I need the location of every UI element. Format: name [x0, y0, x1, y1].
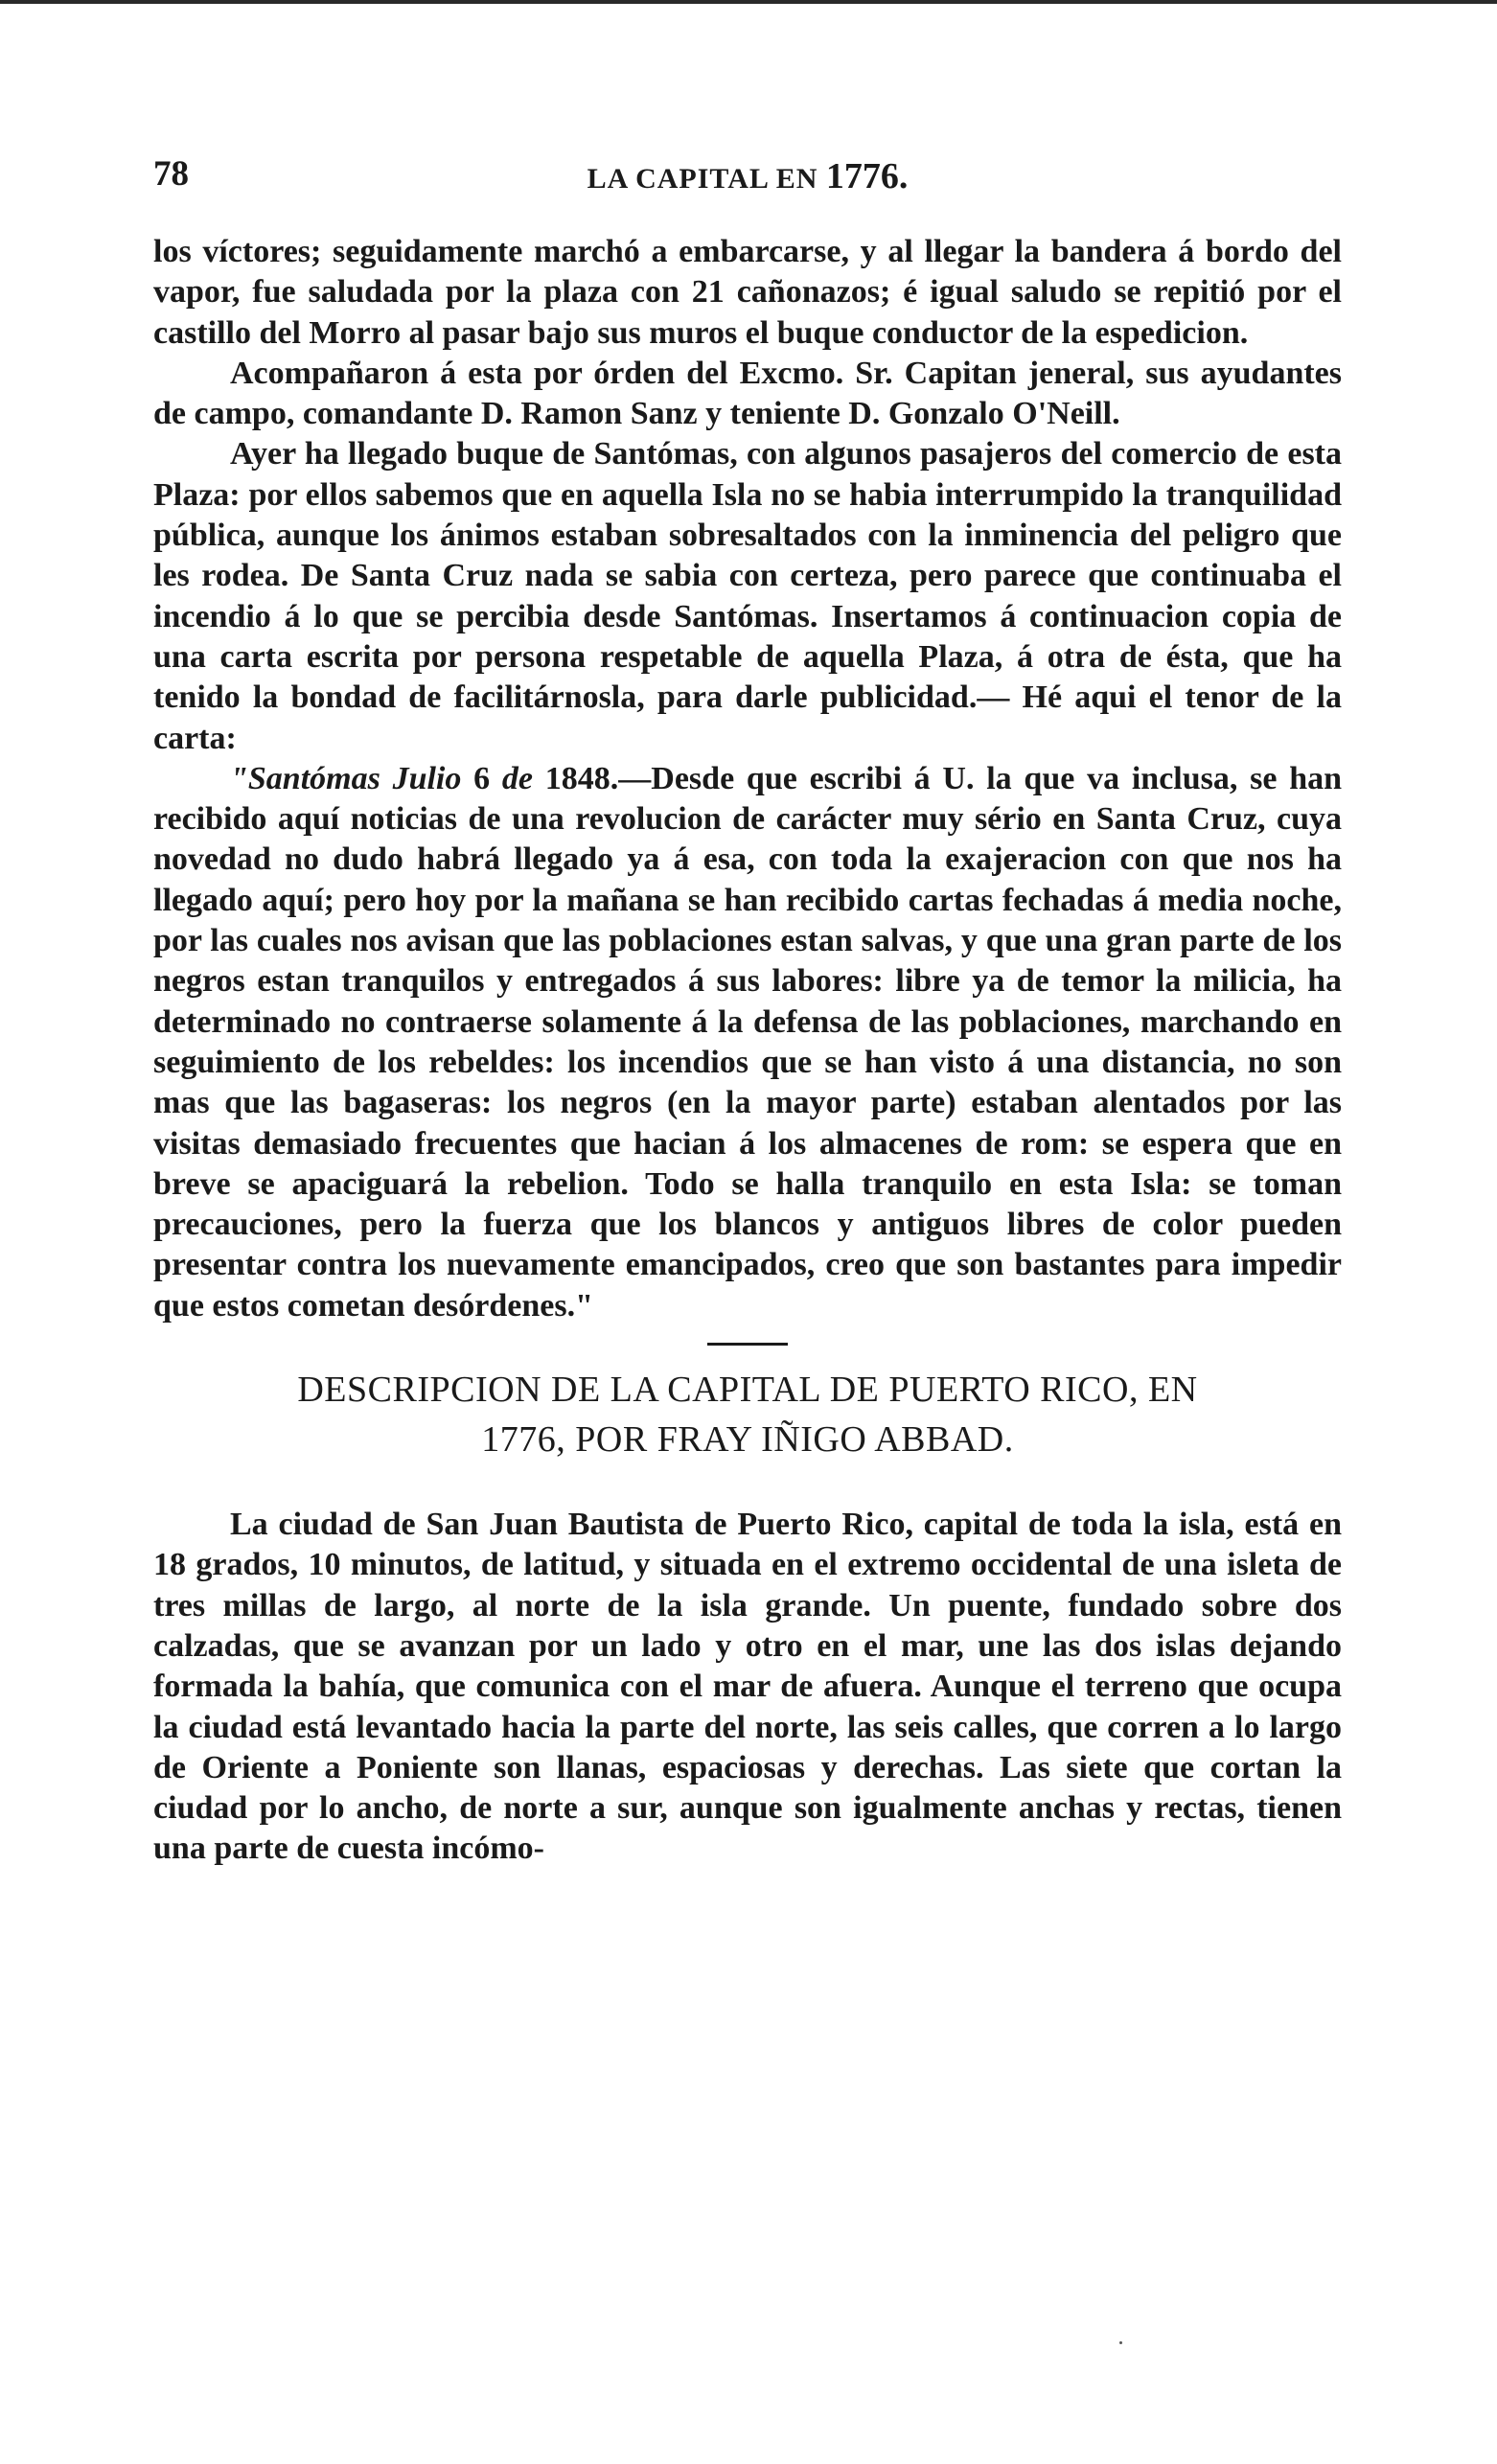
running-head-year: 1776.	[825, 156, 909, 196]
page-header	[153, 153, 1342, 201]
page-body	[153, 232, 1342, 1870]
page-number: 78	[153, 154, 189, 194]
paragraph-1: los víctores; seguidamente marchó a embarcarse, y al llegar la bandera á bordo del vapor, fue saludada por la plaza con 21 cañonazos; é igual saludo se repitió por el castillo del Morro al pasar bajo sus muros el buque conductor de la espedicion.	[153, 234, 1342, 351]
running-head	[153, 155, 1342, 197]
paragraph-4: La ciudad de San Juan Bautista de Puerto Rico, capital de toda la isla, está en 18 grados, 10 minutos, de latitud, y situada en el extremo occidental de una isleta de tres millas de largo, al norte de la isla grande. Un puente, fundado sobre dos calzadas, que se avanzan por un lado y otro en el mar, une las dos islas dejando formada la bahía, que comunica con el mar de afuera. Aunque el terreno que ocupa la ciudad está levantado hacia la parte del norte, las seis calles, que corren a lo largo de Oriente a Poniente son llanas, espaciosas y derechas. Las siete que cortan la ciudad por lo ancho, de norte a sur, aunque son igualmente anchas y rectas, tienen una parte de cuesta incómo-	[153, 1507, 1342, 1867]
letter-body: —Desde que escribi á U. la que va inclusa, se han recibido aquí noticias de una revolucion de carácter muy sério en Santa Cruz, cuya novedad no dudo habrá llegado ya á esa, con toda la exajeracion con que nos ha llegado aquí; pero hoy por la mañana se han recibido cartas fechadas á media noche, por las cuales nos avisan que las poblaciones estan salvas, y que una gran parte de los negros estan tranquilos y entregados á sus labores: libre ya de temor la milicia, ha determinado no contraerse solamente á la defensa de las poblaciones, marchando en seguimiento de los rebeldes: los incendios que se han visto á una distancia, no son mas que las bagaseras: los negros (en la mayor parte) estaban alentados por las visitas demasiado frecuentes que hacian á los almacenes de rom: se espera que en breve se apaciguará la rebelion. Todo se halla tranquilo en esta Isla: se toman precauciones, pero la fuerza que los blancos y antiguos libres de color pueden presentar contra los nuevamente emancipados, creo que son bastantes para impedir que estos cometan desórdenes."	[153, 760, 1343, 1324]
page-speck	[1119, 2341, 1122, 2344]
section-divider	[707, 1343, 788, 1346]
letter-paragraph	[153, 759, 1342, 1326]
letter-place-date: "Santómas Julio	[230, 760, 462, 796]
top-border-rule	[0, 0, 1497, 4]
section-title-line-2: 1776, POR FRAY IÑIGO ABBAD.	[481, 1419, 1014, 1461]
paragraph-3: Ayer ha llegado buque de Santómas, con algunos pasajeros del comercio de esta Plaza: por ellos sabemos que en aquella Isla no se habia interrumpido la tranquilidad pública, aunque los ánimos estaban sobresaltados con la inminencia del peligro que les rodea. De Santa Cruz nada se sabia con certeza, pero parece que continuaba el incendio á lo que se percibia desde Santómas. Insertamos á continuacion copia de una carta escrita por persona respetable de aquella Plaza, á otra de ésta, que ha tenido la bondad de facilitárnosla, para darle publicidad.— Hé aqui el tenor de la carta:	[153, 436, 1342, 756]
section-title-line-1: DESCRIPCION DE LA CAPITAL DE PUERTO RICO, EN	[297, 1370, 1198, 1411]
letter-de: de	[501, 760, 534, 796]
letter-year: 1848.	[544, 760, 619, 796]
paragraph-2: Acompañaron á esta por órden del Excmo. Sr. Capitan jeneral, sus ayudantes de campo, comandante D. Ramon Sanz y teniente D. Gonzalo O'Neill.	[153, 355, 1342, 432]
section-title	[153, 1365, 1342, 1464]
running-head-text: LA CAPITAL EN	[587, 163, 818, 195]
letter-day: 6	[473, 760, 491, 796]
